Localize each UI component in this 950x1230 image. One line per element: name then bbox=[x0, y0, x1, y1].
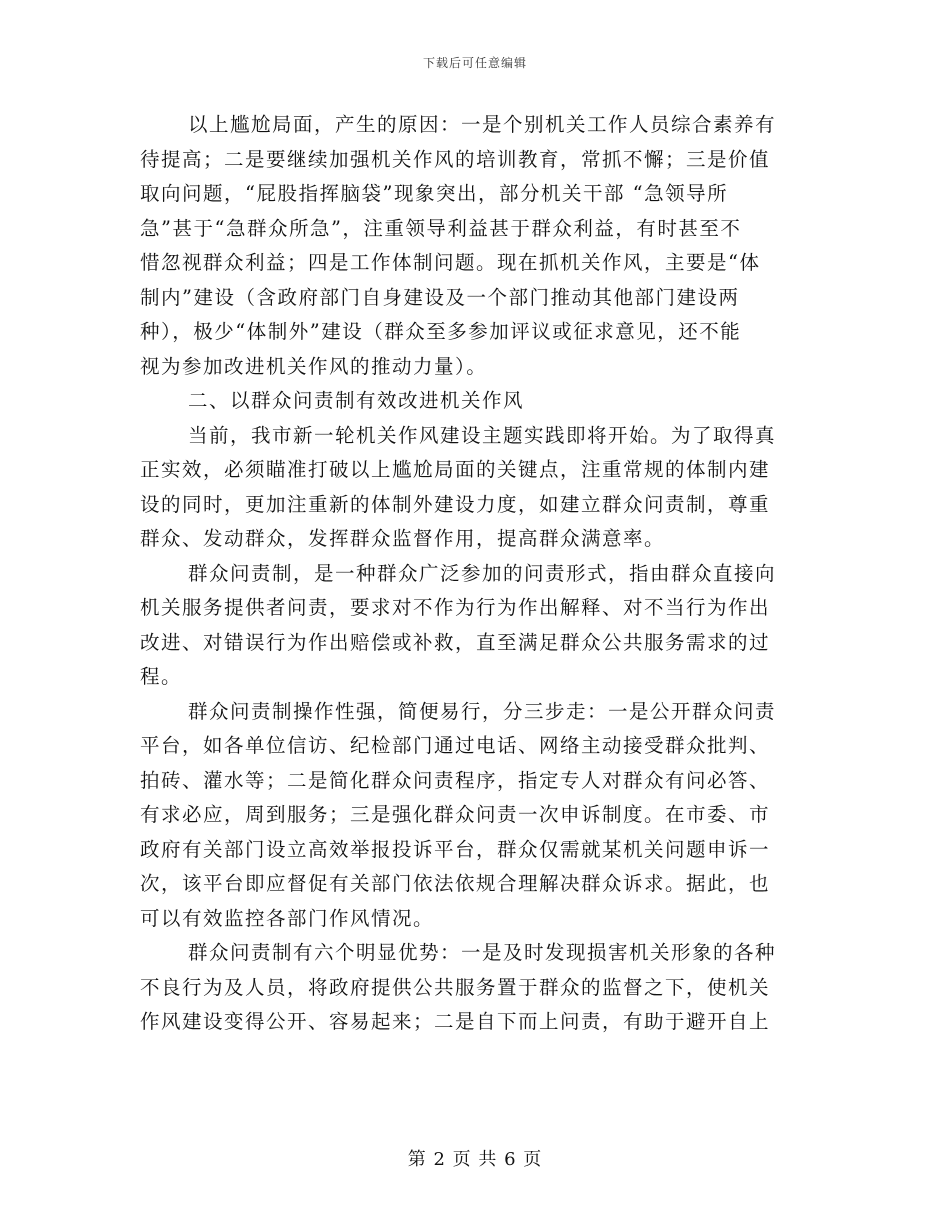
paragraph-line: 视为参加改进机关作风的推动力量）。 bbox=[140, 354, 488, 378]
paragraph-line: 不良行为及人员，将政府提供公共服务置于群众的监督之下，使机关 bbox=[140, 975, 771, 999]
paragraph-line: 种），极少“体制外”建设（群众至多参加评议或征求意见，还不能 bbox=[140, 320, 742, 343]
paragraph-line: 正实效，必须瞄准打破以上尴尬局面的关键点，注重常规的体制内建 bbox=[140, 458, 771, 481]
paragraph-line: 有求必应，周到服务；三是强化群众问责一次申诉制度。在市委、市 bbox=[140, 803, 771, 826]
paragraph-line: 程。 bbox=[140, 665, 183, 688]
paragraph-line: 次，该平台即应督促有关部门依法依规合理解决群众诉求。据此，也 bbox=[140, 872, 771, 895]
document-body bbox=[140, 108, 805, 1040]
page-header: 下载后可任意编辑 bbox=[422, 56, 527, 70]
section-heading: 二、以群众问责制有效改进机关作风 bbox=[188, 389, 525, 412]
paragraph-line: 群众问责制操作性强，简便易行，分三步走：一是公开群众问责 bbox=[188, 699, 777, 723]
paragraph-line: 制内”建设（含政府部门自身建设及一个部门推动其他部门建设两 bbox=[140, 285, 740, 309]
paragraph-line: 平台，如各单位信访、纪检部门通过电话、网络主动接受群众批判、 bbox=[140, 734, 771, 757]
paragraph-line: 群众问责制有六个明显优势：一是及时发现损害机关形象的各种 bbox=[188, 941, 777, 964]
paragraph-line: 设的同时，更加注重新的体制外建设力度，如建立群众问责制，尊重 bbox=[140, 492, 771, 516]
paragraph-line: 当前，我市新一轮机关作风建设主题实践即将开始。为了取得真 bbox=[188, 423, 777, 447]
paragraph-line: 取向问题，“屁股指挥脑袋”现象突出，部分机关干部 “急领导所 bbox=[140, 182, 729, 205]
paragraph-line: 机关服务提供者问责，要求对不作为行为作出解释、对不当行为作出 bbox=[140, 596, 771, 619]
paragraph-line: 群众、发动群众，发挥群众监督作用，提高群众满意率。 bbox=[140, 527, 666, 550]
paragraph-line: 惜忽视群众利益；四是工作体制问题。现在抓机关作风，主要是“体 bbox=[140, 251, 761, 274]
paragraph-line: 改进、对错误行为作出赔偿或补救，直至满足群众公共服务需求的过 bbox=[140, 630, 771, 654]
paragraph-line: 作风建设变得公开、容易起来；二是自下而上问责，有助于避开自上 bbox=[140, 1010, 771, 1033]
paragraph-line: 群众问责制，是一种群众广泛参加的问责形式，指由群众直接向 bbox=[188, 561, 777, 585]
paragraph-line: 以上尴尬局面，产生的原因：一是个别机关工作人员综合素养有 bbox=[188, 113, 777, 136]
paragraph-line: 待提高；二是要继续加强机关作风的培训教育，常抓不懈；三是价值 bbox=[140, 147, 771, 171]
page-number: 第 2 页 共 6 页 bbox=[407, 1149, 543, 1170]
paragraph-line: 政府有关部门设立高效举报投诉平台，群众仅需就某机关问题申诉一 bbox=[140, 837, 771, 861]
paragraph-line: 可以有效监控各部门作风情况。 bbox=[140, 906, 435, 930]
paragraph-line: 急”甚于“急群众所急”，注重领导利益甚于群众利益，有时甚至不 bbox=[140, 216, 742, 240]
paragraph-line: 拍砖、灌水等；二是简化群众问责程序，指定专人对群众有问必答、 bbox=[140, 768, 771, 792]
